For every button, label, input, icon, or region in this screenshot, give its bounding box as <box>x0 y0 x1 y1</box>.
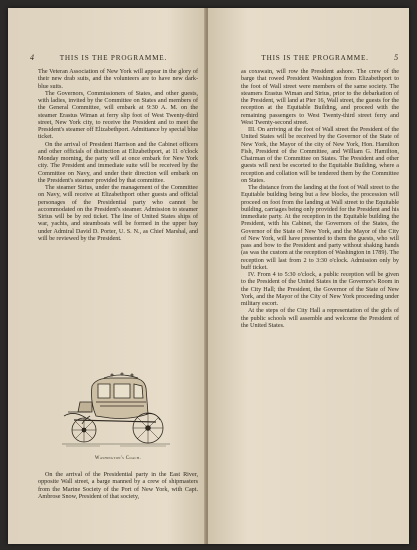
right-running-head <box>236 53 399 62</box>
right-page-number: 5 <box>394 53 399 62</box>
paragraph: III. On arriving at the foot of Wall street the President of the United States will be received by the Governor of the State of New York, the Mayor of the city of New York, Hon. Hamilton Fish, President of the Committee, and William G. Hamilton, Chairman of the Committee on States. The President and other guests will next be escorted to the Equitable Building, where a reception and collation will be tendered them by the Committee on States. <box>241 127 399 184</box>
left-running-head <box>30 53 192 62</box>
paragraph: The distance from the landing at the foot of Wall street to the Equitable building being but a few blocks, the procession will proceed on foot from the landing at Wall street to the Equitable building, carriages being only provided for the President and his immediate party. At the reception in the Equitable building the President, with his Cabinet, the Governors of the States, the Governor of the State of New York, and the Mayor of the City of New York, will have presented to them the guests, who will pass and bow to the President and party without shaking hands (as was the custom at the reception of Washington in 1789). The reception will last from 2 to 3:30 o'clock. Admission only by buff ticket. <box>241 185 399 271</box>
paragraph: IV. From 4 to 5:30 o'clock, a public reception will be given to the President of the United States in the Governor's Room in the City Hall; the President, the Governor of the State of New York, and the Mayor of the City of New York proceeding under military escort. <box>241 272 399 307</box>
coach-illustration <box>60 368 172 448</box>
left-page <box>8 8 206 544</box>
paragraph: On the arrival of President Harrison and the Cabinet officers and other officials of distinction at Elizabethport, at 11 o'clock Monday morning, the party will at once embark for New York city. The President and immediate suite will be received by the Committee on Navy, and under their direction will embark on the President's steamer provided by that committee. <box>38 141 198 184</box>
right-page <box>208 8 409 544</box>
paragraph: The Governors, Commissioners of States, and other guests, with ladies, invited by the Committee on States and members of the General Committee, will embark at 9:30 A. M. on the steamer Erastus Wiman at ferry slip foot of West Twenty-third street, New York city, to receive the President and to meet the President's steamer off Elizabethport. Admittance by special blue ticket. <box>38 90 198 141</box>
left-text-top <box>38 69 198 243</box>
coach-caption: Washington's Coach. <box>94 456 142 461</box>
paragraph: On the arrival of the Presidential party in the East River, opposite Wall street, a barge manned by a crew of shipmasters from the Marine Society of the Port of New York, with Capt. Ambrose Snow, President of that society, <box>38 472 198 500</box>
paragraph: as coxswain, will row the President ashore. The crew of the barge that rowed President Washington from Elizabethport to the foot of Wall street were members of the same society. The steamers Erastus Wiman and Sirius, prior to the debarkation of the President, will land at Pier 16, Wall street, the guests for the reception at the Equitable Building, and proceed with the remaining passengers to West Twenty-third street ferry and West Twenty-second street. <box>241 69 399 126</box>
left-text-bottom <box>38 472 198 501</box>
left-page-number: 4 <box>30 53 35 62</box>
paragraph: At the steps of the City Hall a representation of the girls of the public schools will assemble and welcome the President of the United States. <box>241 308 399 329</box>
paragraph: The steamer Sirius, under the management of the Committee on Navy, will receive at Elizabethport other guests and official personages of the Presidential party who cannot be accommodated on the President's steamer. Admission to steamer Sirius will be by red ticket. The line of United States ships of war, yachts, and steamboats will be formed in the upper bay under Admiral David D. Porter, U. S. N., as Chief Marshal, and will be reviewed by the President. <box>38 185 198 242</box>
paragraph: The Veteran Association of New York will appear in the glory of their new drab suits, and the volunteers are to have new dark-blue suits. <box>38 69 198 90</box>
right-text <box>241 69 399 330</box>
right-running-title: THIS IS THE PROGRAMME. <box>261 54 369 62</box>
left-running-title: THIS IS THE PROGRAMME. <box>59 54 168 62</box>
book-spread <box>8 8 409 544</box>
